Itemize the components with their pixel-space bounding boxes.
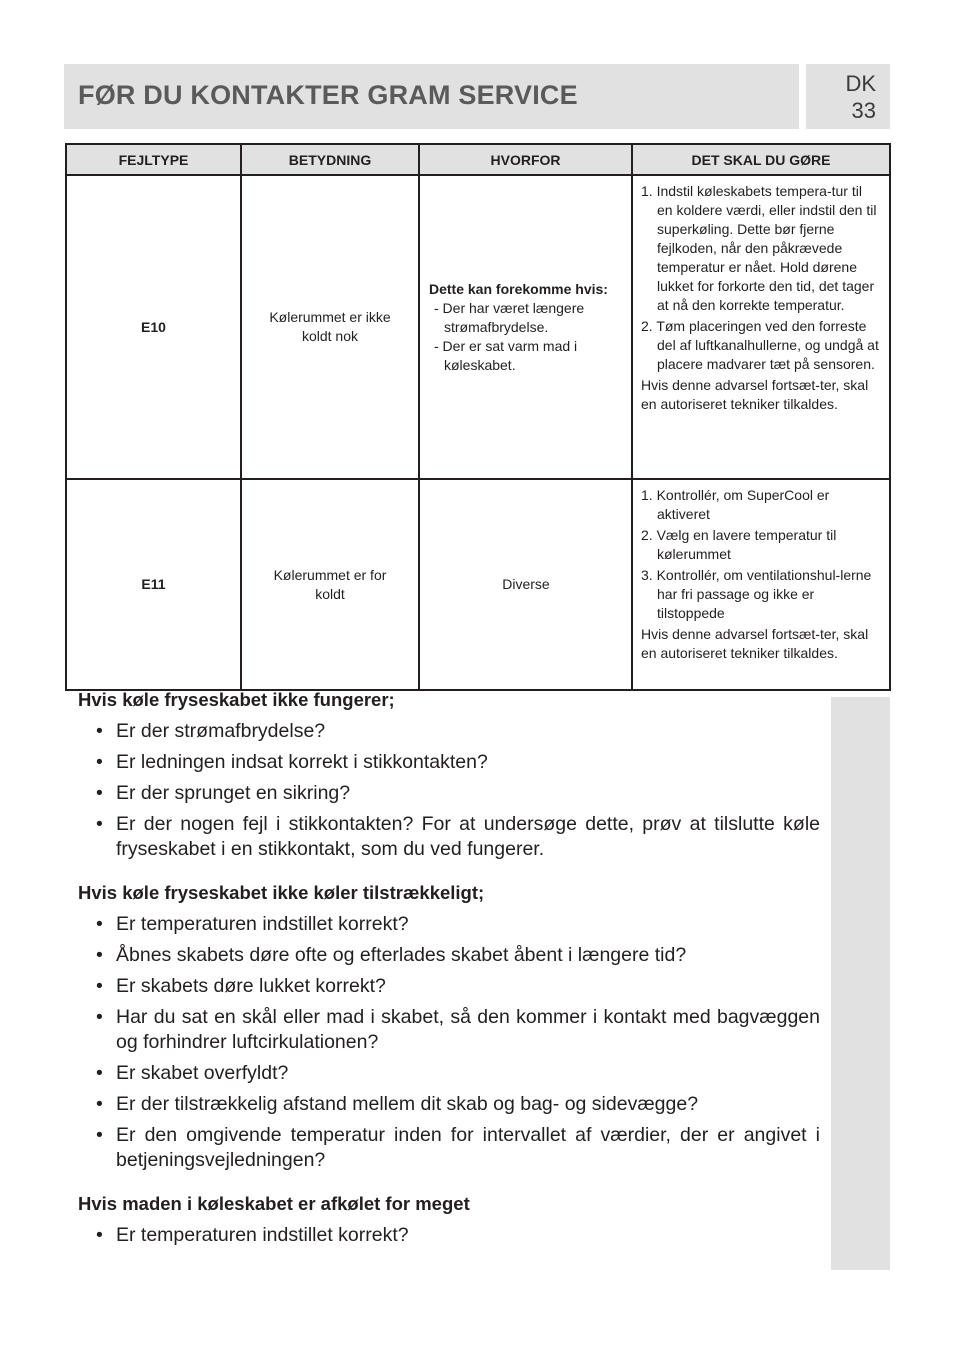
checklist — [78, 912, 820, 1173]
language-code: DK — [845, 71, 876, 96]
action-step: 1. Kontrollér, om SuperCool er aktiveret — [641, 487, 830, 522]
list-item — [78, 781, 820, 806]
page-number: 33 — [851, 98, 876, 123]
list-item — [78, 1223, 820, 1248]
action-step: 2. Tøm placeringen ved den forreste del af luftkanalhullerne, og undgå at placere madvarer tæt på sensoren. — [641, 318, 879, 372]
bullet: • — [96, 782, 103, 804]
section-not-working — [78, 689, 820, 868]
bullet: • — [96, 1062, 103, 1084]
fault-code: E11 — [66, 479, 241, 690]
col-header-hvorfor: HVORFOR — [419, 144, 632, 175]
list-item-text: Er der strømafbrydelse? — [116, 720, 326, 742]
list-item — [78, 812, 820, 862]
fault-meaning: Kølerummet er for koldt — [241, 479, 419, 690]
table-header-row — [66, 144, 890, 175]
fault-table — [65, 143, 891, 691]
action-note: Hvis denne advarsel fortsæt-ter, skal en autoriseret tekniker tilkaldes. — [641, 626, 869, 661]
bullet: • — [96, 1006, 103, 1028]
list-item-text: Er den omgivende temperatur inden for intervallet af værdier, der er angivet i betjeningsvejledningen? — [116, 1124, 820, 1171]
side-margin-bar — [831, 697, 890, 1270]
action-step: 2. Vælg en lavere temperatur til kølerummet — [641, 527, 837, 562]
action-step: 3. Kontrollér, om ventilationshul-lerne har fri passage og ikke er tilstoppede — [641, 567, 872, 621]
list-item — [78, 943, 820, 968]
page-indicator — [806, 64, 890, 129]
bullet: • — [96, 913, 103, 935]
list-item — [78, 1092, 820, 1117]
fault-meaning: Kølerummet er ikke koldt nok — [241, 175, 419, 479]
fault-cause — [419, 175, 632, 479]
list-item — [78, 974, 820, 999]
bullet: • — [96, 1093, 103, 1115]
fault-action — [632, 175, 890, 479]
list-item — [78, 912, 820, 937]
section-too-cold — [78, 1193, 820, 1254]
page-title: FØR DU KONTAKTER GRAM SERVICE — [78, 80, 578, 110]
table-row — [66, 175, 890, 479]
cause-item: - Der er sat varm mad i køleskabet. — [434, 337, 578, 373]
list-item-text: Er temperaturen indstillet korrekt? — [116, 1224, 409, 1246]
bullet: • — [96, 975, 103, 997]
list-item-text: Er temperaturen indstillet korrekt? — [116, 913, 409, 935]
cause-heading: Dette kan forekomme hvis: — [429, 280, 608, 297]
checklist — [78, 719, 820, 862]
checklist — [78, 1223, 820, 1248]
cause-item: - Der har været længere strømafbrydelse. — [434, 299, 585, 335]
bullet: • — [96, 1224, 103, 1246]
list-item — [78, 1005, 820, 1055]
list-item — [78, 719, 820, 744]
list-item-text: Er skabet overfyldt? — [116, 1062, 289, 1084]
col-header-betydning: BETYDNING — [241, 144, 419, 175]
fault-cause: Diverse — [419, 479, 632, 690]
section-heading: Hvis maden i køleskabet er afkølet for meget — [78, 1193, 470, 1214]
list-item-text: Er ledningen indsat korrekt i stikkontakten? — [116, 751, 488, 773]
list-item-text: Har du sat en skål eller mad i skabet, så den kommer i kontakt med bagvæggen og forhindrer luftcirkulationen? — [116, 1006, 820, 1053]
action-step: 1. Indstil køleskabets tempera-tur til en koldere værdi, eller indstil den til superkøling. Dette bør fjerne fejlkoden, når den påkrævede temperatur er nået. Hold dørene lukket for forkorte den tid, det tager at nå den korrekte temperatur. — [641, 183, 877, 313]
bullet: • — [96, 751, 103, 773]
section-not-cooling — [78, 882, 820, 1179]
section-heading: Hvis køle fryseskabet ikke køler tilstrækkeligt; — [78, 882, 485, 903]
fault-action — [632, 479, 890, 690]
list-item-text: Er skabets døre lukket korrekt? — [116, 975, 386, 997]
action-note: Hvis denne advarsel fortsæt-ter, skal en autoriseret tekniker tilkaldes. — [641, 377, 869, 412]
fault-code: E10 — [66, 175, 241, 479]
list-item — [78, 1123, 820, 1173]
col-header-det-skal-du-gore: DET SKAL DU GØRE — [632, 144, 890, 175]
list-item-text: Åbnes skabets døre ofte og efterlades skabet åbent i længere tid? — [116, 944, 687, 966]
list-item-text: Er der nogen fejl i stikkontakten? For at undersøge dette, prøv at tilslutte køle fryseskabet i en stikkontakt, som du ved fungerer. — [116, 813, 820, 860]
bullet: • — [96, 1124, 103, 1146]
bullet: • — [96, 813, 103, 835]
list-item-text: Er der sprunget en sikring? — [116, 782, 351, 804]
section-heading: Hvis køle fryseskabet ikke fungerer; — [78, 689, 395, 710]
col-header-fejltype: FEJLTYPE — [66, 144, 241, 175]
bullet: • — [96, 944, 103, 966]
bullet: • — [96, 720, 103, 742]
list-item-text: Er der tilstrækkelig afstand mellem dit skab og bag- og sidevægge? — [116, 1093, 699, 1115]
list-item — [78, 750, 820, 775]
list-item — [78, 1061, 820, 1086]
table-row — [66, 479, 890, 690]
